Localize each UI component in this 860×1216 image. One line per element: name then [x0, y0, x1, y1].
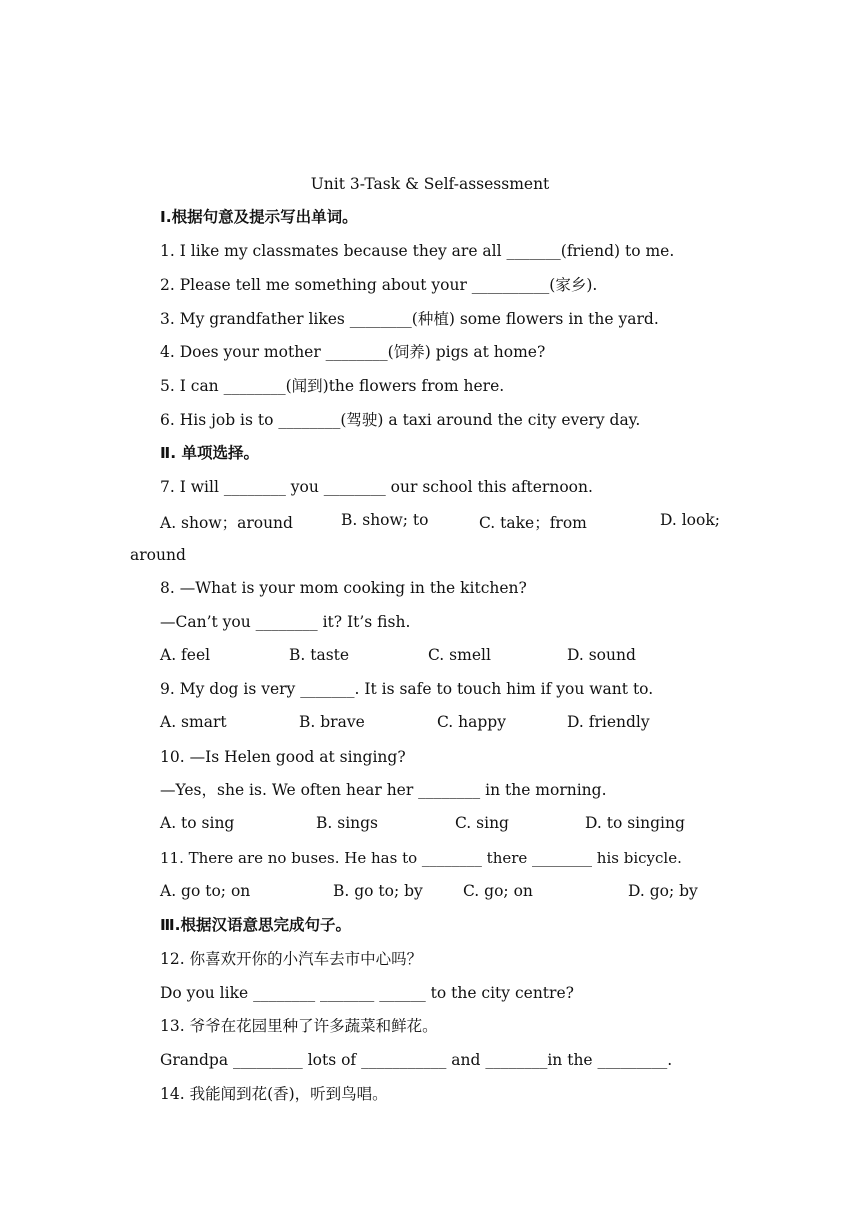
question-8-options: [160, 646, 730, 666]
question-9: 9. My dog is very _______. It is safe to touch him if you want to.: [160, 680, 654, 698]
question-2: 2. Please tell me something about your __________(家乡).: [160, 276, 598, 294]
question-13-answer: Grandpa _________ lots of ___________ and ________in the _________.: [160, 1051, 673, 1069]
option-a: A. go to; on: [160, 882, 251, 900]
question-10: 10. —Is Helen good at singing?: [160, 748, 406, 766]
option-a: A. smart: [160, 713, 227, 731]
option-b: B. brave: [299, 713, 365, 731]
option-a: A. feel: [160, 646, 211, 664]
option-c: C. happy: [437, 713, 506, 731]
option-b: B. taste: [289, 646, 350, 664]
option-d: D. friendly: [567, 713, 650, 731]
question-13-prompt: 13. 爷爷在花园里种了许多蔬菜和鲜花。: [160, 1017, 438, 1035]
question-1: 1. I like my classmates because they are all _______(friend) to me.: [160, 242, 675, 260]
question-8-reply: —Can’t you ________ it? It’s fish.: [160, 613, 411, 631]
option-d-continued: around: [130, 546, 186, 564]
option-a: A. to sing: [160, 814, 235, 832]
option-a: A. show；around: [160, 514, 293, 532]
question-6: 6. His job is to ________(驾驶) a taxi around the city every day.: [160, 411, 641, 429]
question-10-options: [160, 814, 730, 834]
question-14-prompt: 14. 我能闻到花(香)，听到鸟唱。: [160, 1085, 388, 1103]
question-5: 5. I can ________(闻到)the flowers from here.: [160, 377, 505, 395]
option-c: C. smell: [428, 646, 491, 664]
question-11: 11. There are no buses. He has to ________ there ________ his bicycle.: [160, 849, 682, 867]
question-12-answer: Do you like ________ _______ ______ to the city centre?: [160, 984, 574, 1002]
question-10-reply: —Yes，she is. We often hear her ________ in the morning.: [160, 781, 607, 799]
section-2-heading: Ⅱ. 单项选择。: [160, 444, 259, 462]
question-8: 8. —What is your mom cooking in the kitchen?: [160, 579, 527, 597]
question-9-options: [160, 713, 730, 733]
question-11-options: [160, 882, 730, 902]
section-3-heading: Ⅲ.根据汉语意思完成句子。: [160, 916, 352, 934]
option-d: D. to singing: [585, 814, 685, 832]
option-c: C. sing: [455, 814, 509, 832]
section-1-heading: Ⅰ.根据句意及提示写出单词。: [160, 208, 358, 226]
question-3: 3. My grandfather likes ________(种植) some flowers in the yard.: [160, 310, 659, 328]
question-12-prompt: 12. 你喜欢开你的小汽车去市中心吗？: [160, 950, 423, 968]
question-7: 7. I will ________ you ________ our school this afternoon.: [160, 478, 593, 496]
option-d: D. look;: [660, 511, 720, 529]
option-d: D. sound: [567, 646, 636, 664]
option-d: D. go; by: [628, 882, 698, 900]
option-c: C. go; on: [463, 882, 533, 900]
option-b: B. go to; by: [333, 882, 423, 900]
question-7-options: [160, 511, 730, 531]
option-b: B. show; to: [341, 511, 429, 529]
page-title: Unit 3-Task & Self-assessment: [310, 175, 550, 193]
question-4: 4. Does your mother ________(饲养) pigs at home?: [160, 343, 546, 361]
option-b: B. sings: [316, 814, 379, 832]
option-c: C. take；from: [479, 514, 587, 532]
